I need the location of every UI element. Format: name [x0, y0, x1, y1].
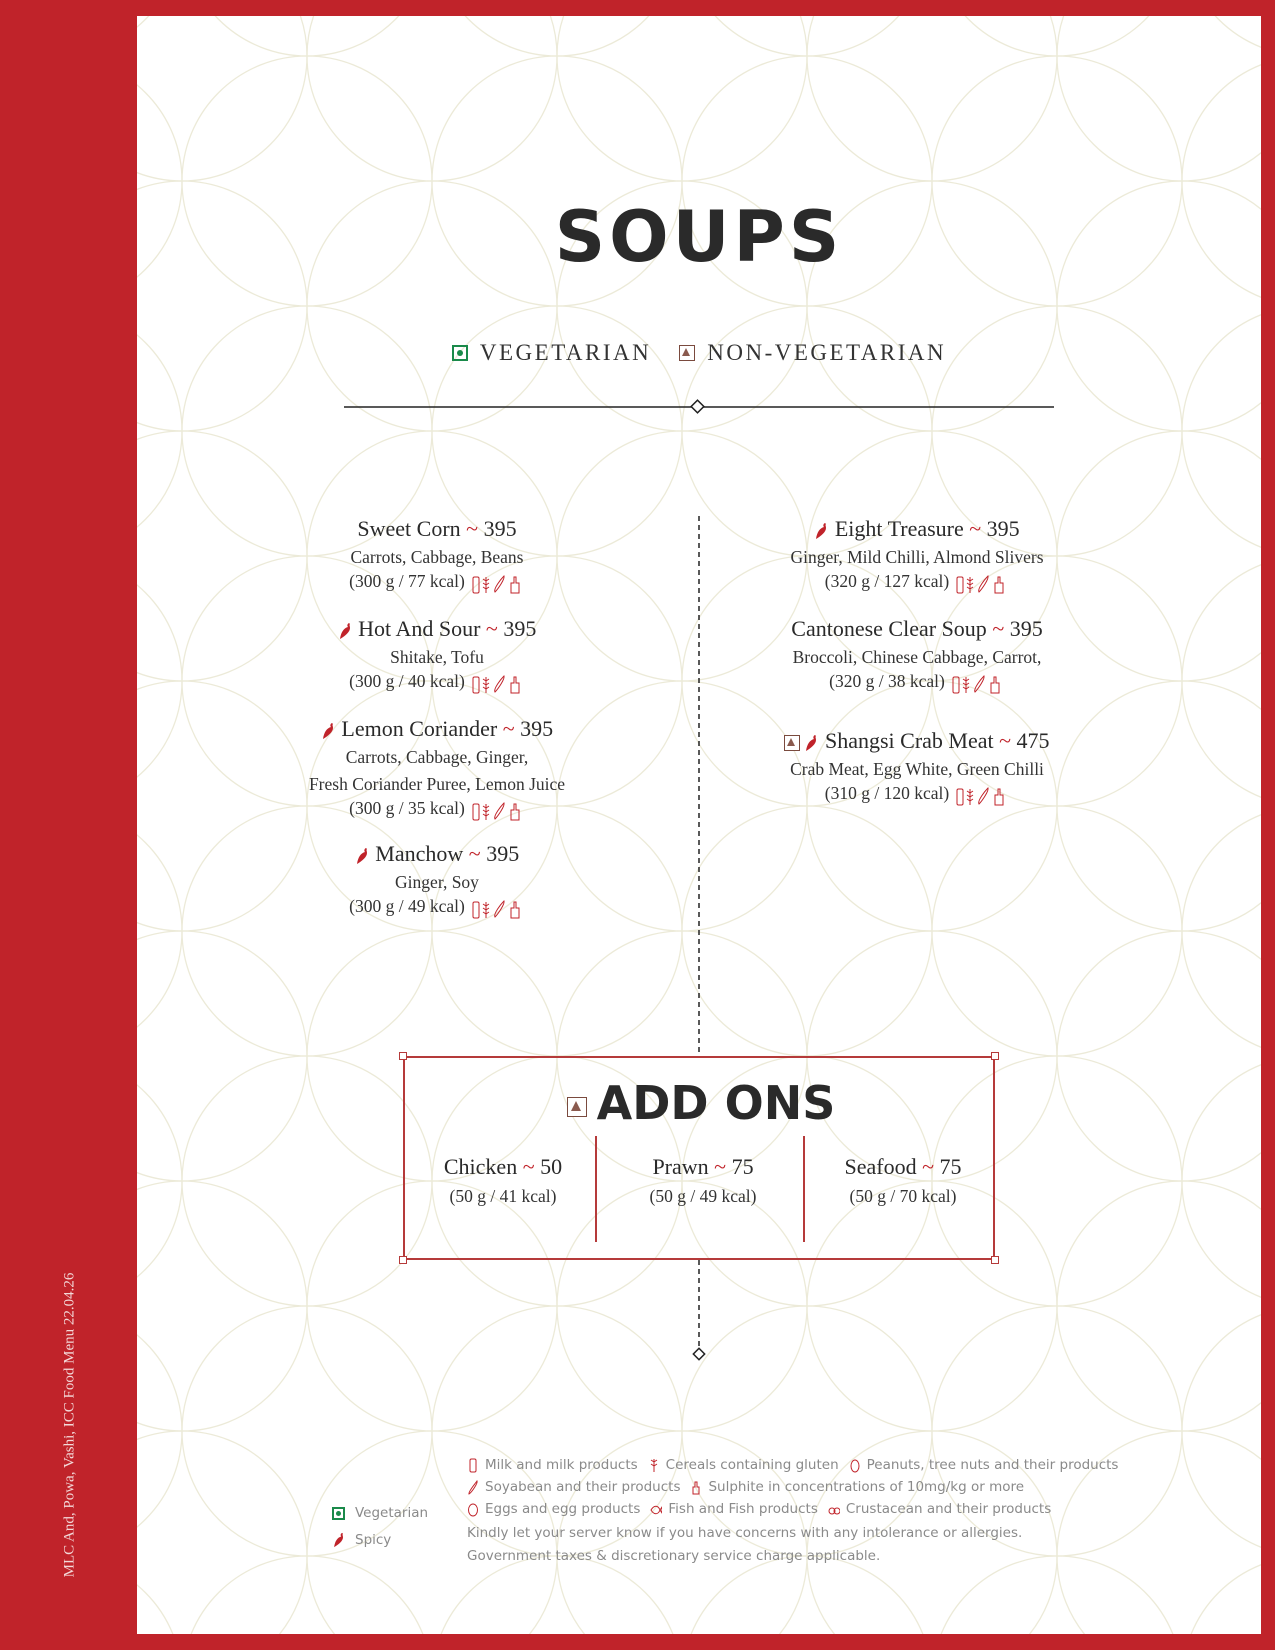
allergen-entry [650, 1501, 817, 1517]
addon-name-price: Chicken ~ 50 [443, 1154, 563, 1179]
allergen-icons [951, 673, 1005, 695]
menu-item [267, 841, 607, 920]
allergen-icon [467, 1480, 479, 1495]
footer-veg-label: Vegetarian [355, 1505, 429, 1521]
allergen-icon [849, 1458, 861, 1473]
addons-title [405, 1076, 997, 1130]
item-price: 395 [503, 616, 537, 641]
item-meta [757, 781, 1077, 807]
item-name: Lemon Coriander [341, 716, 498, 741]
addon-name: Seafood [844, 1154, 917, 1179]
item-description: Fresh Coriander Puree, Lemon Juice [308, 774, 566, 794]
allergen-label: Eggs and egg products [485, 1501, 641, 1517]
corner-br [991, 1256, 999, 1264]
item-name: Hot And Sour [358, 616, 481, 641]
allergen-icon [648, 1458, 660, 1473]
item-name: Eight Treasure [834, 516, 964, 541]
corner-bl [399, 1256, 407, 1264]
allergen-label: Milk and milk products [485, 1457, 638, 1473]
addon-item [805, 1154, 1001, 1207]
addon-item [605, 1154, 801, 1207]
allergen-icons [955, 785, 1009, 807]
chili-icon [321, 722, 336, 740]
addon-name-price: Prawn ~ 75 [652, 1154, 754, 1179]
allergen-icon [467, 1502, 479, 1517]
item-meta [267, 796, 607, 822]
item-meta [267, 669, 607, 695]
item-description: Ginger, Mild Chilli, Almond Slivers [790, 547, 1044, 567]
allergen-label: Peanuts, tree nuts and their products [866, 1457, 1119, 1473]
allergen-icons [471, 673, 525, 695]
side-note: MLC And, Powa, Vashi, ICC Food Menu 22.04.26 [61, 1272, 78, 1578]
addon-name: Prawn [652, 1154, 709, 1179]
addon-item [405, 1154, 601, 1207]
item-name-price: Manchow ~ 395 [267, 841, 607, 867]
addon-meta: (50 g / 70 kcal) [849, 1186, 957, 1206]
addon-meta: (50 g / 49 kcal) [649, 1186, 757, 1206]
item-meta [757, 669, 1077, 695]
allergen-icons [471, 898, 525, 920]
footer-veg-legend [332, 1505, 428, 1521]
item-name-price: Sweet Corn ~ 395 [357, 516, 517, 541]
item-weight-kcal: (300 g / 49 kcal) [349, 896, 465, 916]
menu-page [137, 16, 1261, 1634]
item-weight-kcal: (320 g / 127 kcal) [824, 571, 950, 591]
item-name: Manchow [375, 841, 464, 866]
corner-tl [399, 1052, 407, 1060]
item-name-price: Lemon Coriander ~ 395 [267, 716, 607, 742]
menu-item [267, 516, 607, 595]
item-price: 395 [483, 516, 517, 541]
addon-name: Chicken [443, 1154, 518, 1179]
item-price: 395 [486, 841, 520, 866]
allergen-label: Cereals containing gluten [665, 1457, 839, 1473]
allergen-label: Sulphite in concentrations of 10mg/kg or more [708, 1479, 1025, 1495]
allergen-entry [648, 1457, 839, 1473]
diet-legend [137, 340, 1261, 366]
legend-veg-label: VEGETARIAN [479, 340, 652, 365]
menu-item [757, 616, 1077, 695]
addon-name-price: Seafood ~ 75 [844, 1154, 962, 1179]
item-price: 395 [1009, 616, 1043, 641]
legend-nonveg-label: NON-VEGETARIAN [707, 340, 947, 365]
page-title: SOUPS [554, 196, 844, 278]
allergen-icons [471, 800, 525, 822]
addon-price: 75 [939, 1154, 962, 1179]
item-weight-kcal: (300 g / 40 kcal) [349, 671, 465, 691]
item-weight-kcal: (300 g / 77 kcal) [349, 571, 465, 591]
allergen-entry [467, 1501, 640, 1517]
chili-icon [355, 847, 370, 865]
allergen-key [467, 1454, 1247, 1566]
item-name: Sweet Corn [357, 516, 461, 541]
item-meta [757, 569, 1077, 595]
addon-price: 50 [540, 1154, 563, 1179]
allergen-icon [690, 1480, 702, 1495]
addons-title-text: ADD ONS [596, 1076, 836, 1130]
allergen-entry [849, 1457, 1119, 1473]
addon-meta: (50 g / 41 kcal) [449, 1186, 557, 1206]
allergen-icons [955, 573, 1009, 595]
corner-tr [991, 1052, 999, 1060]
footer-note1: Kindly let your server know if you have concerns with any intolerance or allergies. [467, 1525, 1023, 1541]
footer-spicy-label: Spicy [355, 1532, 392, 1548]
item-price: 475 [1016, 728, 1050, 753]
nonveg-icon [679, 345, 695, 361]
veg-icon [332, 1507, 345, 1520]
addons-box [403, 1056, 995, 1260]
allergen-row [467, 1454, 1247, 1476]
allergen-entry [690, 1479, 1024, 1495]
top-divider [344, 399, 1054, 415]
chili-icon [332, 1532, 346, 1548]
item-meta [267, 894, 607, 920]
allergen-icon [467, 1458, 479, 1473]
item-price: 395 [986, 516, 1020, 541]
chili-icon [804, 734, 819, 752]
nonveg-icon [567, 1097, 587, 1117]
addon-price: 75 [731, 1154, 754, 1179]
legend-nonveg [679, 340, 946, 366]
allergen-icon [650, 1502, 662, 1517]
item-description: Ginger, Soy [395, 872, 479, 892]
allergen-icons [471, 573, 525, 595]
allergen-row [467, 1498, 1247, 1520]
allergen-entry [828, 1501, 1051, 1517]
allergen-entry [467, 1457, 638, 1473]
menu-item [267, 616, 607, 695]
item-weight-kcal: (320 g / 38 kcal) [829, 671, 945, 691]
item-name-price: Shangsi Crab Meat ~ 475 [757, 728, 1077, 754]
item-name-price: Hot And Sour ~ 395 [267, 616, 607, 642]
menu-item [757, 728, 1077, 807]
item-name: Shangsi Crab Meat [824, 728, 994, 753]
chili-icon [338, 622, 353, 640]
item-price: 395 [520, 716, 554, 741]
item-weight-kcal: (310 g / 120 kcal) [824, 783, 950, 803]
item-weight-kcal: (300 g / 35 kcal) [349, 798, 465, 818]
menu-item [267, 716, 607, 822]
menu-item [757, 516, 1077, 595]
veg-icon [452, 345, 468, 361]
item-description: Crab Meat, Egg White, Green Chilli [790, 759, 1044, 779]
footer-note2: Government taxes & discretionary service charge applicable. [467, 1548, 881, 1564]
item-name-price: Eight Treasure ~ 395 [757, 516, 1077, 542]
item-meta [267, 569, 607, 595]
allergen-label: Fish and Fish products [668, 1501, 818, 1517]
allergen-entry [467, 1479, 680, 1495]
chili-icon [814, 522, 829, 540]
item-description: Broccoli, Chinese Cabbage, Carrot, [792, 647, 1042, 667]
item-description: Carrots, Cabbage, Ginger, [345, 747, 529, 767]
item-description: Carrots, Cabbage, Beans [350, 547, 524, 567]
item-name-price: Cantonese Clear Soup ~ 395 [791, 616, 1043, 641]
footer-spicy-legend [332, 1532, 391, 1548]
item-description: Shitake, Tofu [390, 647, 484, 667]
allergen-label: Soyabean and their products [485, 1479, 681, 1495]
nonveg-icon [784, 735, 800, 751]
legend-veg [452, 340, 651, 366]
allergen-row [467, 1476, 1247, 1498]
item-name: Cantonese Clear Soup [791, 616, 987, 641]
allergen-icon [828, 1502, 840, 1517]
allergen-label: Crustacean and their products [845, 1501, 1052, 1517]
